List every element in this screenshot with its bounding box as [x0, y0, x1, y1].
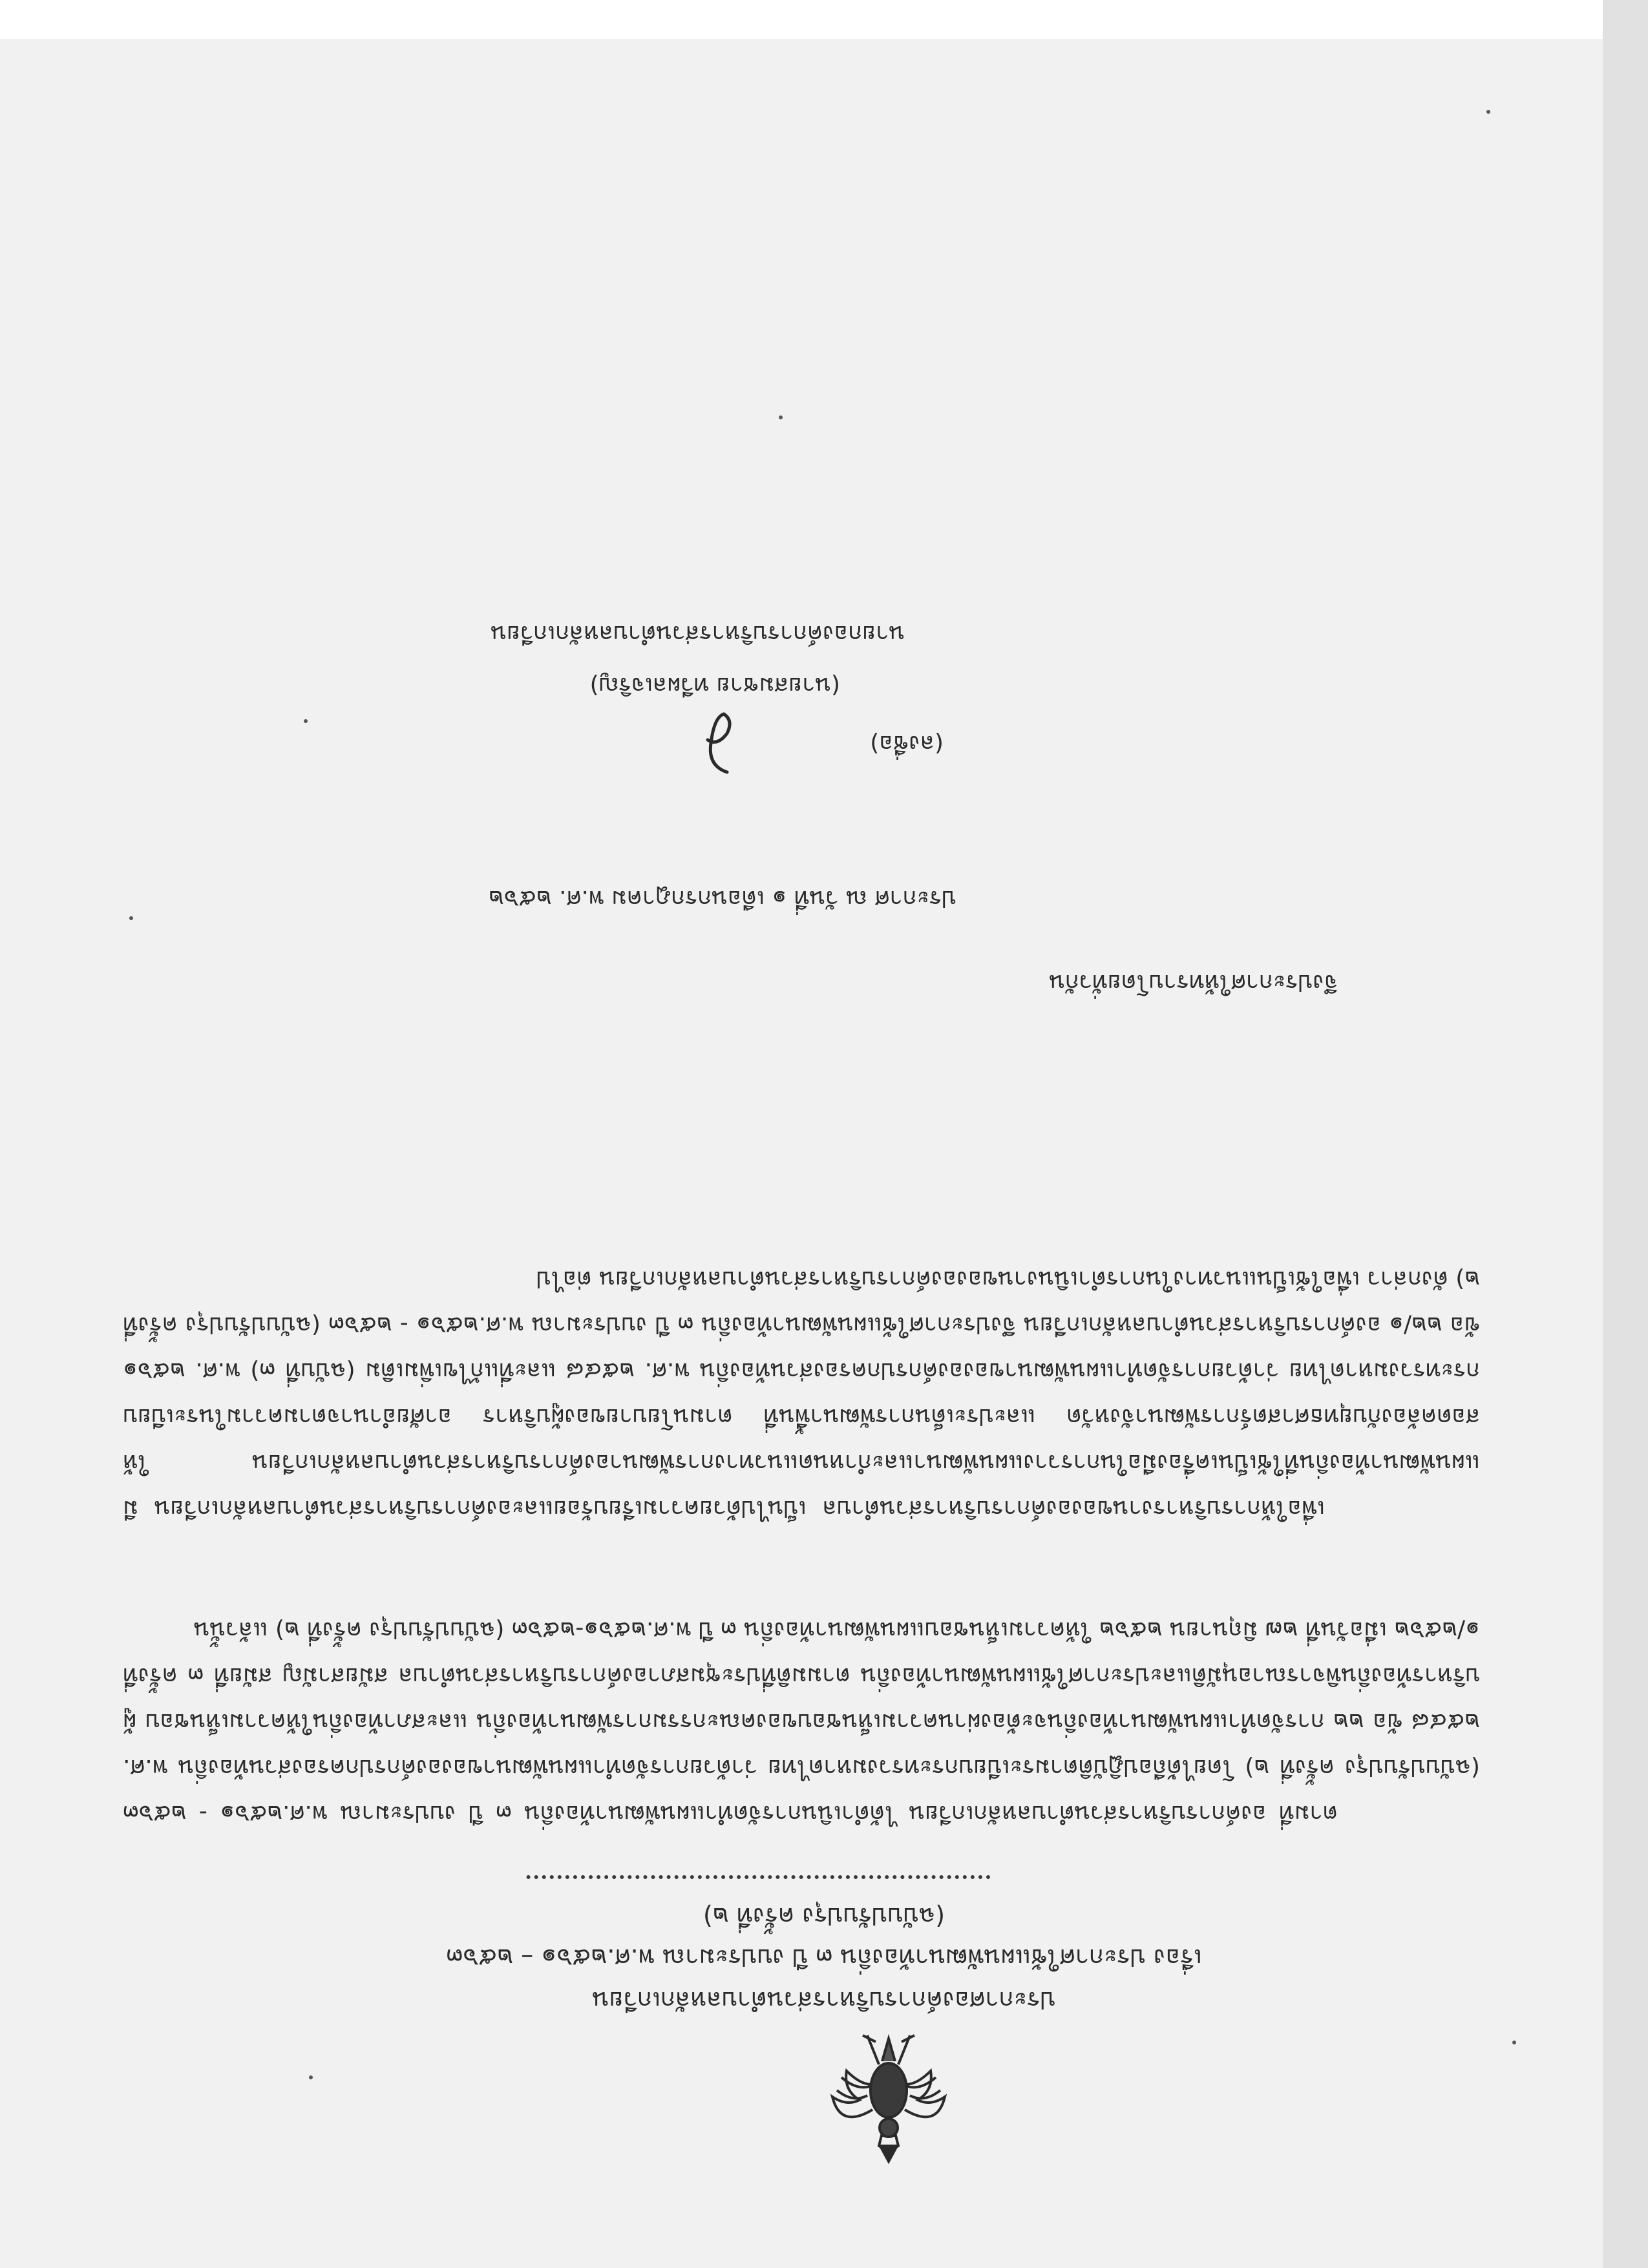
announcement-subject: เรื่อง ประกาศใช้แผนพัฒนาท้องถิ่น ๓ ปี งบประมาณ พ.ศ.๒๕๖๑ – ๒๕๖๓ — [446, 1944, 1202, 1972]
announcement-revision: (ฉบับปรับปรุง ครั้งที่ ๒) — [703, 1902, 945, 1931]
scan-speck — [309, 2075, 313, 2079]
body-paragraph-2: เพื่อให้การบริหารงานขององค์การบริหารส่วนตำบล เป็นไปด้วยความเรียบร้อยและองค์การบริหารส่วนตำบลหลักเกวียน มีแผนพัฒนาท้องถิ่นที่ใช้เป็นเครื่องมือในการวางแผนพัฒนาและกำหนดแนวทางการพัฒนาองค์การบริหารส่วนตำบลหลักเกวียน ให้สอดคล้องกับยุทธศาสตร์การพัฒนาจังหวัด และประเด็นการพัฒนาพื้นที่ ตามนโยบายของผู้บริหาร อาศัยอำนาจตามความในระเบียบกระทรวงมหาดไทย ว่าด้วยการจัดทำแผนพัฒนาขององค์กรปกครองส่วนท้องถิ่น พ.ศ. ๒๕๔๘ และที่แก้ไขเพิ่มเติม (ฉบับที่ ๓) พ.ศ. ๒๕๖๑ ข้อ ๒๒/๑ องค์การบริหารส่วนตำบลหลักเกวียน จึงประกาศใช้แผนพัฒนาท้องถิ่น ๓ ปี งบประมาณ พ.ศ.๒๕๖๑ - ๒๕๖๓ (ฉบับปรับปรุง ครั้งที่ ๒) ดังกล่าว เพื่อใช้เป็นแนวทางในการดำเนินงานขององค์การบริหารส่วนตำบลหลักเกวียน ต่อไป — [123, 1266, 1480, 1522]
announcement-issuer: ประกาศองค์การบริหารส่วนตำบลหลักเกวียน — [592, 1986, 1056, 2015]
scan-speck — [304, 719, 308, 723]
signer-position: นายกองค์การบริหารส่วนตำบลหลักเกวียน — [491, 620, 905, 647]
body-paragraph-1: ตามที่ องค์การบริหารส่วนตำบลหลักเกวียน ได้ดำเนินการจัดทำแผนพัฒนาท้องถิ่น ๓ ปี งบประมาณ พ.ศ.๒๕๖๑ - ๒๕๖๓ (ฉบับปรับปรุง ครั้งที่ ๒) โดยได้ถือปฏิบัติตามระเบียบกระทรวงมหาดไทย ว่าด้วยการจัดทำแผนพัฒนาขององค์กรปกครองส่วนท้องถิ่น พ.ศ. ๒๕๔๘ ข้อ ๒๒ การจัดทำแผนพัฒนาท้องถิ่นจะต้องผ่านความเห็นชอบของคณะกรรมการพัฒนาท้องถิ่น และสภาท้องถิ่นให้ความเห็นชอบ ผู้บริหารท้องถิ่นพิจารณาอนุมัติและประกาศใช้แผนพัฒนาท้องถิ่น ตามมติที่ประชุมสภาองค์การบริหารส่วนตำบล สมัยสามัญ สมัยที่ ๓ ครั้งที่ ๑/๒๕๖๒ เมื่อวันที่ ๒๗ มิถุนายน ๒๕๖๒ ให้ความเห็นชอบแผนพัฒนาท้องถิ่น ๓ ปี พ.ศ.๒๕๖๑-๒๕๖๓ (ฉบับปรับปรุง ครั้งที่ ๒) แล้วนั้น — [123, 1617, 1480, 1827]
scan-speck — [1486, 110, 1490, 114]
handwritten-signature — [688, 708, 746, 779]
garuda-emblem-icon — [827, 2029, 950, 2168]
signed-label: (ลงชื่อ) — [870, 730, 944, 757]
announcement-date: ประกาศ ณ วันที่ ๑ เดือนกรกฎาคม พ.ศ. ๒๕๖๒ — [489, 885, 956, 912]
closing-statement: จึงประกาศให้ทราบโดยทั่วกัน — [1049, 969, 1338, 996]
scan-speck — [1512, 2041, 1516, 2044]
scan-speck — [129, 916, 133, 920]
dotted-separator — [526, 1875, 990, 1879]
signer-name: (นายสมชาย ทวีผลเจริญ) — [589, 672, 840, 698]
scan-speck — [779, 415, 783, 419]
